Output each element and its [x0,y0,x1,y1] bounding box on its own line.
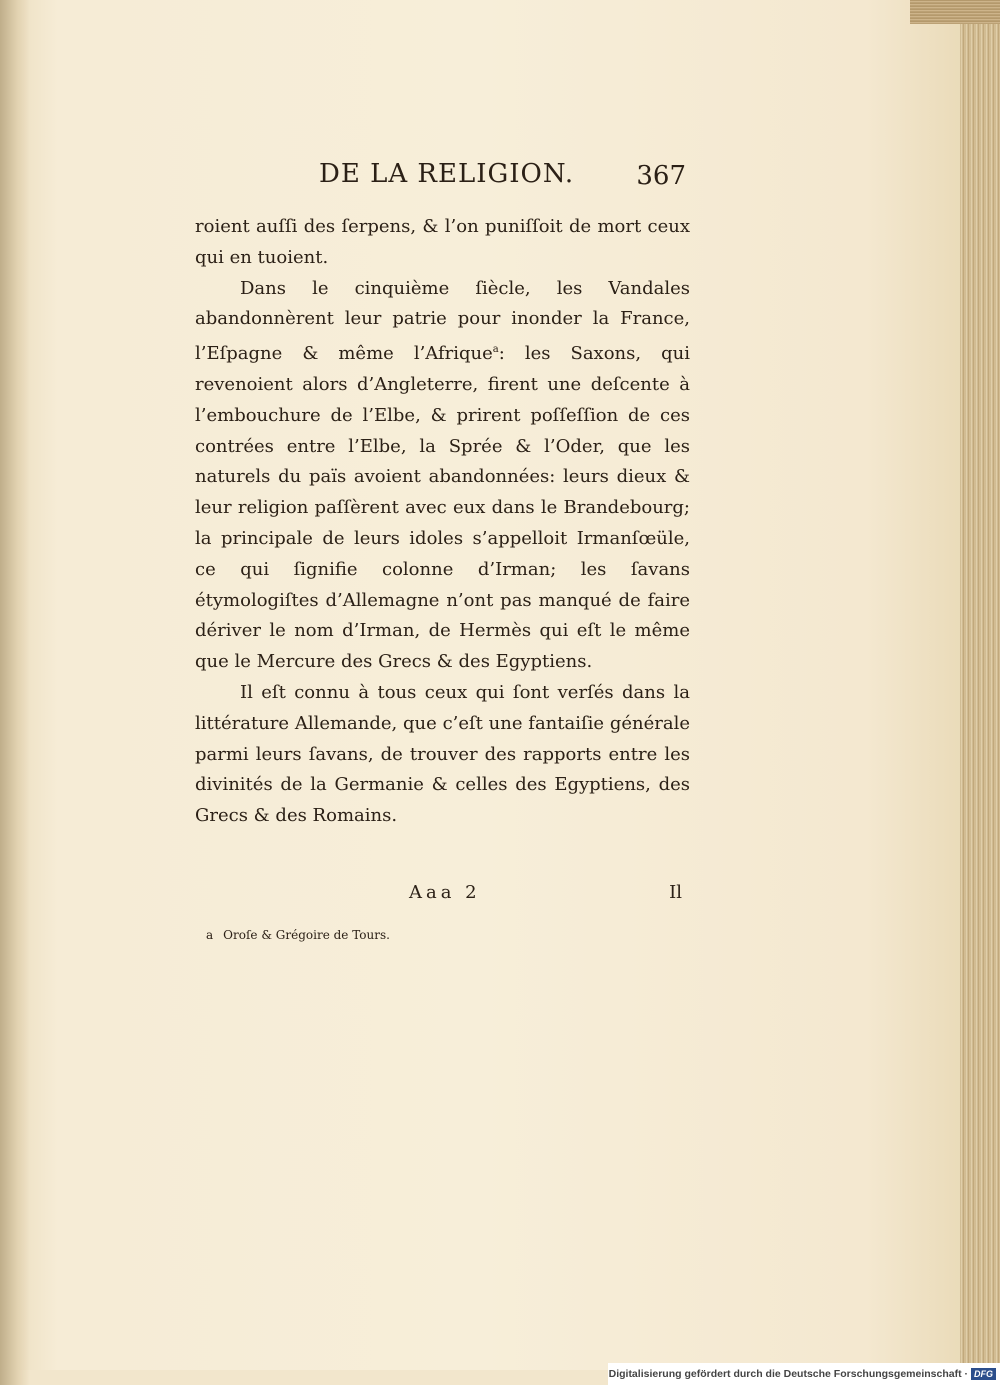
footnote-ref: a [492,344,499,356]
page-header [195,155,690,199]
paragraph-3: Il eſt connu à tous ceux qui ſont verſés dans la littérature Allemande, que c’eſt une fantaiſie générale parmi leurs ſavans, de trouver des rapports entre les divinités de la Germanie & celles des Egyptiens, des Grecs & des Romains. [195,681,690,827]
signature-mark: Aaa 2 [409,882,481,903]
footnote-mark: a [206,928,214,942]
paragraph-2-rest: : les Saxons, qui revenoient alors d’Angleterre, firent une deſcente à l’embouchure de l’Elbe, & prirent poſſeſſion de ces contrées entre l’Elbe, la Sprée & l’Oder, que les naturels du païs avoient abandonnées: leurs dieux & leur religion paſſèrent avec eux dans le Brandebourg; la principale de leurs idoles s’appelloit Irmanſœüle, ce qui ſignifie colonne d’Irman; les ſavans étymologiſtes d’Allemagne n’ont pas manqué de faire dériver le nom d’Irman, de Hermès qui eſt le même que le Mercure des Grecs & des Egyptiens. [195,343,690,673]
paragraph-2 [195,274,690,678]
credit-text: Digitalisierung gefördert durch die Deutsche Forschungsgemeinschaft · [608,1368,968,1380]
dfg-logo: DFG [971,1368,996,1380]
digitization-credit [608,1363,1000,1385]
binding-gutter [0,0,30,1385]
footnote-text: Oroſe & Grégoire de Tours. [223,928,390,942]
page-number: 367 [636,161,686,191]
page-edges [960,0,1000,1385]
catch-line [195,882,690,912]
running-head: DE LA RELIGION. [319,159,575,189]
page-edges-top [910,0,1000,24]
paragraph-2-start: Dans le cinquième ſiècle, les Vandales abandonnèrent leur patrie pour inonder la France, l’Eſpagne & même l’Afrique [195,277,690,365]
catchword: Il [669,882,682,903]
footnote [206,928,390,942]
body-text [195,212,690,832]
paragraph-1: roient auſſi des ſerpens, & l’on puniſſoit de mort ceux qui en tuoient. [195,216,690,268]
